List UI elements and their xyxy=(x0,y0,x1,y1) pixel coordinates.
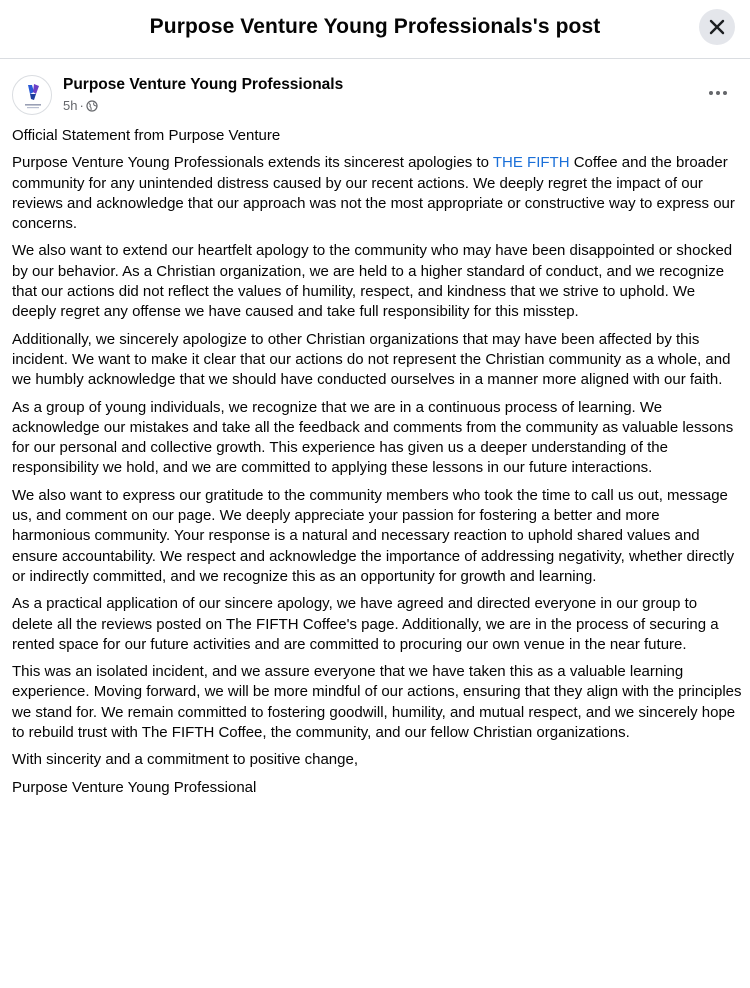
post-body xyxy=(12,126,742,805)
close-button[interactable] xyxy=(699,9,735,45)
post-paragraph: As a practical application of our sincere apology, we have agreed and directed everyone in our group to delete all the reviews posted on The FIFTH Coffee's page. Additionally, we are in the process of securing a rented space for our future activities and are committed to procuring our own venue in the near future. xyxy=(12,595,719,653)
post-author[interactable]: Purpose Venture Young Professionals xyxy=(63,76,344,93)
post-paragraph xyxy=(12,153,742,234)
more-options-icon xyxy=(708,90,728,96)
post-paragraph: We also want to express our gratitude to the community members who took the time to call us out, message us, and comment on our page. We deeply appreciate your passion for fostering a better and more harmonious community. Your response is a natural and necessary reaction to uphold shared values and ensure accountability. We respect and acknowledge the importance of addressing negativity, whether directly or indirectly committed, and we recognize this as an opportunity for growth and learning. xyxy=(12,486,735,585)
paragraph-text: Coffee and the broader community for any unintended distress caused by our recent actions. We deeply regret the impact of our reviews and acknowledge that our approach was not the most appropriate or constructive way to express our concerns. xyxy=(12,154,735,233)
post-paragraph: Additionally, we sincerely apologize to other Christian organizations that may have been affected by this incident. We want to make it clear that our actions do not represent the Christian community as a whole, and we humbly acknowledge that we should have conducted ourselves in a manner more aligned with our faith. xyxy=(12,330,731,389)
post-paragraph: We also want to extend our heartfelt apology to the community who may have been disappointed or shocked by our behavior. As a Christian organization, we are held to a higher standard of conduct, and we recognize that our actions did not reflect the values of humility, respect, and kindness that we strive to uphold. We deeply regret any offense we have caused and take full responsibility for this misstep. xyxy=(12,242,733,321)
dialog-title: Purpose Venture Young Professionals's post xyxy=(149,15,601,38)
post-paragraph: Official Statement from Purpose Venture xyxy=(12,127,281,144)
close-icon xyxy=(709,19,725,35)
post-paragraph: With sincerity and a commitment to positive change, xyxy=(12,751,358,769)
globe-icon xyxy=(86,100,98,112)
avatar[interactable] xyxy=(12,75,52,115)
post-paragraph: This was an isolated incident, and we assure everyone that we have taken this as a valuable learning experience. Moving forward, we will be more mindful of our actions, ensuring that they align with the principles we stand for. We remain committed to fostering goodwill, humility, and mutual respect, and we sincerely hope to rebuild trust with The FIFTH Coffee, the community, and our fellow Christian organizations. xyxy=(12,663,742,742)
more-options-button[interactable] xyxy=(704,79,732,107)
paragraph-text: Purpose Venture Young Professionals extends its sincerest apologies to xyxy=(12,154,493,172)
post-dialog-header xyxy=(0,0,750,59)
post-paragraph: Purpose Venture Young Professional xyxy=(12,778,257,796)
post-meta xyxy=(63,98,98,113)
organization-logo-icon xyxy=(13,76,52,115)
mention-link[interactable]: THE FIFTH xyxy=(492,154,570,172)
post-header xyxy=(12,73,738,121)
meta-separator: · xyxy=(79,98,84,113)
post-paragraph: As a group of young individuals, we recognize that we are in a continuous process of learning. We acknowledge our mistakes and take all the feedback and comments from the community as valuable lessons for our personal and collective growth. This experience has given us a deeper understanding of the responsibility we hold, and we are committed to applying these lessons in our future interactions. xyxy=(12,398,734,477)
post-time[interactable]: 5h xyxy=(63,98,78,113)
